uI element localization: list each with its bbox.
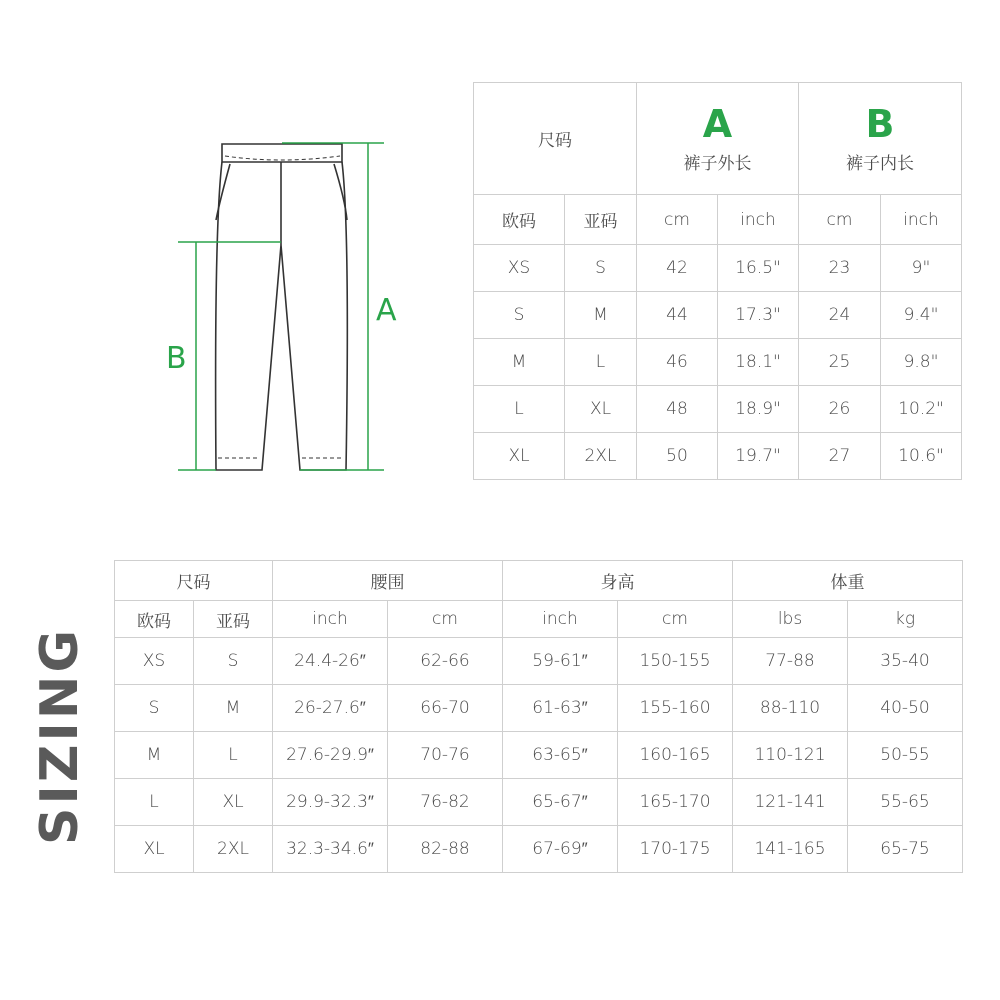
table-row	[474, 433, 962, 480]
table-cell: 2XL	[194, 826, 273, 873]
table-cell: 32.3-34.6″	[273, 826, 388, 873]
table-cell: 160-165	[618, 732, 733, 779]
table-cell: 170-175	[618, 826, 733, 873]
table-row	[115, 779, 963, 826]
column-header: cm	[799, 195, 881, 245]
table-cell: XL	[115, 826, 194, 873]
table-cell: 61-63″	[503, 685, 618, 732]
column-header: 亚码	[565, 195, 637, 245]
table-cell: 29.9-32.3″	[273, 779, 388, 826]
table-cell: 150-155	[618, 638, 733, 685]
table-cell: S	[565, 245, 637, 292]
pants-outline-icon	[216, 144, 348, 470]
table-cell: 155-160	[618, 685, 733, 732]
table-cell: XL	[194, 779, 273, 826]
table-cell: 77-88	[733, 638, 848, 685]
table-cell: L	[474, 386, 565, 433]
table-cell: XL	[474, 433, 565, 480]
table-cell: 35-40	[848, 638, 963, 685]
table-cell: 16.5"	[718, 245, 799, 292]
table-cell: 17.3"	[718, 292, 799, 339]
table-row	[115, 638, 963, 685]
table-cell: 121-141	[733, 779, 848, 826]
table-cell: 65-75	[848, 826, 963, 873]
column-header: inch	[718, 195, 799, 245]
dimension-a-label: A	[376, 293, 397, 328]
table-cell: 2XL	[565, 433, 637, 480]
group-header: 身高	[503, 561, 733, 601]
column-header: inch	[881, 195, 962, 245]
column-header: cm	[618, 601, 733, 638]
table-cell: M	[474, 339, 565, 386]
column-header: 亚码	[194, 601, 273, 638]
table-cell: 76-82	[388, 779, 503, 826]
table-cell: 19.7"	[718, 433, 799, 480]
table-cell: 18.1"	[718, 339, 799, 386]
table-row	[474, 245, 962, 292]
table-cell: 24	[799, 292, 881, 339]
outer-length-letter: A	[702, 102, 733, 146]
table-cell: 50-55	[848, 732, 963, 779]
table-cell: 82-88	[388, 826, 503, 873]
table-cell: 23	[799, 245, 881, 292]
body-size-table	[114, 560, 963, 873]
table-cell: L	[194, 732, 273, 779]
table-cell: XS	[115, 638, 194, 685]
table-cell: 9"	[881, 245, 962, 292]
table-cell: 88-110	[733, 685, 848, 732]
table-cell: 9.4"	[881, 292, 962, 339]
sub-header-row	[474, 195, 962, 245]
table-row	[115, 685, 963, 732]
sizing-side-label: SIZING	[30, 626, 90, 845]
size-header: 尺码	[474, 83, 637, 195]
inner-length-name: 裤子内长	[846, 154, 914, 174]
group-header: 腰围	[273, 561, 503, 601]
inner-length-header	[799, 83, 962, 195]
table-cell: 46	[637, 339, 718, 386]
table-cell: S	[474, 292, 565, 339]
table-row	[115, 826, 963, 873]
table-cell: 50	[637, 433, 718, 480]
inner-length-letter: B	[865, 102, 895, 146]
table-cell: XS	[474, 245, 565, 292]
table-cell: 24.4-26″	[273, 638, 388, 685]
table-cell: 10.2"	[881, 386, 962, 433]
table-cell: 141-165	[733, 826, 848, 873]
column-header: inch	[503, 601, 618, 638]
group-header-row	[115, 561, 963, 601]
outer-length-header	[637, 83, 799, 195]
table-row	[474, 339, 962, 386]
table-cell: 26-27.6″	[273, 685, 388, 732]
table-cell: 62-66	[388, 638, 503, 685]
table-cell: 9.8"	[881, 339, 962, 386]
table-cell: 26	[799, 386, 881, 433]
table-cell: 25	[799, 339, 881, 386]
table-cell: 18.9"	[718, 386, 799, 433]
table-cell: 48	[637, 386, 718, 433]
table-cell: 67-69″	[503, 826, 618, 873]
table-cell: 42	[637, 245, 718, 292]
table-cell: M	[194, 685, 273, 732]
table-row	[474, 292, 962, 339]
pants-diagram	[150, 130, 410, 480]
column-header: 欧码	[474, 195, 565, 245]
table-cell: L	[565, 339, 637, 386]
outer-length-name: 裤子外长	[683, 154, 752, 174]
column-header: inch	[273, 601, 388, 638]
table-row	[474, 386, 962, 433]
table-cell: 70-76	[388, 732, 503, 779]
column-header: kg	[848, 601, 963, 638]
table-cell: S	[194, 638, 273, 685]
table-cell: 40-50	[848, 685, 963, 732]
table-cell: 27	[799, 433, 881, 480]
table-cell: XL	[565, 386, 637, 433]
dimension-b-label: B	[166, 341, 187, 376]
column-header: 欧码	[115, 601, 194, 638]
group-header: 体重	[733, 561, 963, 601]
table-cell: 55-65	[848, 779, 963, 826]
dimension-a-line	[282, 143, 384, 470]
table-cell: M	[565, 292, 637, 339]
table-cell: 110-121	[733, 732, 848, 779]
table-cell: M	[115, 732, 194, 779]
table-cell: 10.6"	[881, 433, 962, 480]
column-header: cm	[388, 601, 503, 638]
table-row	[115, 732, 963, 779]
length-size-table	[473, 82, 962, 480]
sub-header-row	[115, 601, 963, 638]
table-cell: 59-61″	[503, 638, 618, 685]
column-header: lbs	[733, 601, 848, 638]
table-cell: 165-170	[618, 779, 733, 826]
table-cell: 65-67″	[503, 779, 618, 826]
group-header: 尺码	[115, 561, 273, 601]
table-cell: 63-65″	[503, 732, 618, 779]
table-cell: 66-70	[388, 685, 503, 732]
column-header: cm	[637, 195, 718, 245]
table-cell: S	[115, 685, 194, 732]
table-cell: 44	[637, 292, 718, 339]
table-cell: L	[115, 779, 194, 826]
table-cell: 27.6-29.9″	[273, 732, 388, 779]
